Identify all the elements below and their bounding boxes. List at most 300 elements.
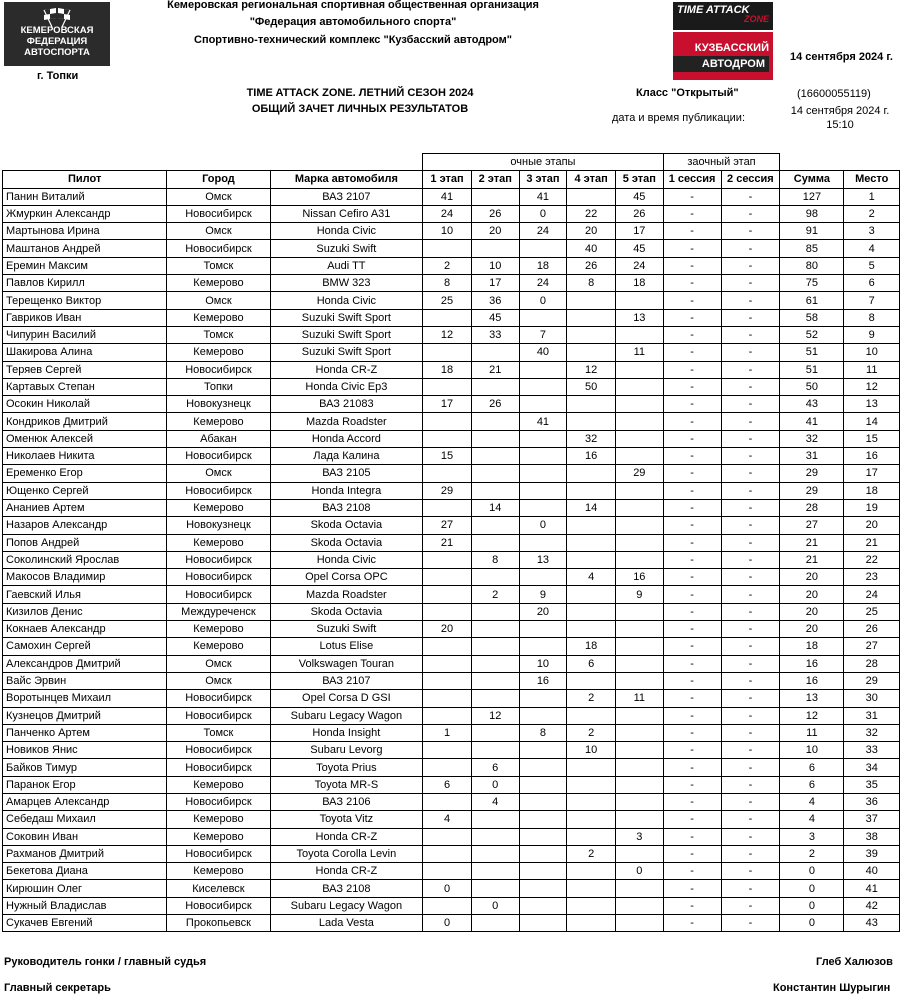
stage-1-cell (423, 655, 472, 672)
stage-1-cell (423, 240, 472, 257)
stage-3-cell: 40 (519, 344, 567, 361)
table-row (3, 828, 900, 845)
sum-cell: 98 (780, 205, 844, 222)
chief-judge-role: Руководитель гонки / главный судья (4, 956, 207, 968)
stage-4-cell (567, 880, 616, 897)
sum-cell: 16 (780, 672, 844, 689)
sum-cell: 51 (780, 344, 844, 361)
stage-5-cell: 11 (615, 690, 663, 707)
table-row (3, 551, 900, 568)
stage-2-cell: 0 (471, 776, 519, 793)
stage-3-cell (519, 534, 567, 551)
header-car: Марка автомобиля (270, 171, 423, 188)
car-cell: Honda Civic Ep3 (270, 378, 423, 395)
sum-cell: 20 (780, 586, 844, 603)
city-cell: Топки (167, 378, 270, 395)
session-1-cell: - (663, 205, 721, 222)
table-row (3, 742, 900, 759)
stage-1-cell: 29 (423, 482, 472, 499)
car-cell: ВАЗ 2108 (270, 880, 423, 897)
session-2-cell: - (721, 396, 780, 413)
table-row (3, 776, 900, 793)
stage-4-cell: 18 (567, 638, 616, 655)
car-cell: Лада Калина (270, 448, 423, 465)
car-cell: Honda Civic (270, 292, 423, 309)
city-cell: Кемерово (167, 863, 270, 880)
stage-5-cell (615, 897, 663, 914)
session-1-cell: - (663, 344, 721, 361)
sum-cell: 20 (780, 603, 844, 620)
stage-3-cell (519, 482, 567, 499)
city-cell: Томск (167, 257, 270, 274)
stage-5-cell (615, 759, 663, 776)
stage-2-cell (471, 621, 519, 638)
stage-5-cell (615, 396, 663, 413)
stage-3-cell: 0 (519, 517, 567, 534)
car-cell: Volkswagen Touran (270, 655, 423, 672)
car-cell: Subaru Legacy Wagon (270, 897, 423, 914)
chief-judge-name: Глеб Халюзов (816, 956, 893, 968)
place-cell: 23 (844, 569, 900, 586)
table-row (3, 707, 900, 724)
car-cell: Opel Corsa OPC (270, 569, 423, 586)
pilot-cell: Павлов Кирилл (3, 275, 167, 292)
stage-3-cell: 10 (519, 655, 567, 672)
header-stage-1: 1 этап (423, 171, 472, 188)
session-2-cell: - (721, 344, 780, 361)
session-1-cell: - (663, 897, 721, 914)
logo-text-line2: ФЕДЕРАЦИЯ АВТОСПОРТА (24, 36, 90, 58)
stage-2-cell (471, 828, 519, 845)
table-row (3, 517, 900, 534)
stage-5-cell: 24 (615, 257, 663, 274)
city-cell: Омск (167, 672, 270, 689)
session-2-cell: - (721, 915, 780, 932)
sum-cell: 50 (780, 378, 844, 395)
stage-5-cell: 9 (615, 586, 663, 603)
table-row (3, 205, 900, 222)
stage-3-cell (519, 378, 567, 395)
pilot-cell: Нужный Владислав (3, 897, 167, 914)
stage-4-cell (567, 482, 616, 499)
stage-2-cell: 10 (471, 257, 519, 274)
sum-cell: 11 (780, 724, 844, 741)
table-row (3, 621, 900, 638)
stage-4-cell (567, 759, 616, 776)
stage-3-cell: 41 (519, 188, 567, 205)
pilot-cell: Панченко Артем (3, 724, 167, 741)
stage-3-cell (519, 897, 567, 914)
pilot-cell: Соколинский Ярослав (3, 551, 167, 568)
stage-5-cell (615, 880, 663, 897)
table-row (3, 638, 900, 655)
pilot-cell: Еремин Максим (3, 257, 167, 274)
stage-1-cell: 12 (423, 326, 472, 343)
stage-1-cell (423, 845, 472, 862)
pilot-cell: Ющенко Сергей (3, 482, 167, 499)
stage-3-cell (519, 499, 567, 516)
session-1-cell: - (663, 603, 721, 620)
stage-1-cell: 18 (423, 361, 472, 378)
pilot-cell: Себедаш Михаил (3, 811, 167, 828)
session-2-cell: - (721, 621, 780, 638)
car-cell: Toyota Vitz (270, 811, 423, 828)
place-cell: 32 (844, 724, 900, 741)
pilot-cell: Рахманов Дмитрий (3, 845, 167, 862)
stage-1-cell (423, 897, 472, 914)
session-2-cell: - (721, 690, 780, 707)
sum-cell: 12 (780, 707, 844, 724)
table-row (3, 603, 900, 620)
checkered-flag-icon (42, 6, 72, 28)
session-1-cell: - (663, 361, 721, 378)
session-2-cell: - (721, 534, 780, 551)
session-1-cell: - (663, 517, 721, 534)
session-2-cell: - (721, 275, 780, 292)
publication-label: дата и время публикации: (612, 112, 746, 124)
place-cell: 15 (844, 430, 900, 447)
stage-2-cell: 33 (471, 326, 519, 343)
sum-cell: 20 (780, 569, 844, 586)
city-cell: Новосибирск (167, 240, 270, 257)
table-row (3, 309, 900, 326)
pilot-cell: Сукачев Евгений (3, 915, 167, 932)
sum-cell: 127 (780, 188, 844, 205)
session-2-cell: - (721, 326, 780, 343)
stage-4-cell (567, 326, 616, 343)
city-cell: Новосибирск (167, 205, 270, 222)
stage-2-cell: 0 (471, 897, 519, 914)
session-1-cell: - (663, 793, 721, 810)
stage-1-cell (423, 378, 472, 395)
place-cell: 11 (844, 361, 900, 378)
pilot-cell: Вайс Эрвин (3, 672, 167, 689)
publication-datetime (780, 104, 900, 132)
stage-4-cell (567, 309, 616, 326)
stage-5-cell (615, 448, 663, 465)
session-2-cell: - (721, 499, 780, 516)
stage-5-cell (615, 845, 663, 862)
stage-4-cell (567, 344, 616, 361)
place-cell: 3 (844, 223, 900, 240)
group-zaochny-etap: заочный этап (663, 154, 780, 171)
pilot-cell: Картавых Степан (3, 378, 167, 395)
table-row (3, 396, 900, 413)
stage-3-cell: 41 (519, 413, 567, 430)
car-cell: Suzuki Swift (270, 621, 423, 638)
session-1-cell: - (663, 257, 721, 274)
session-2-cell: - (721, 551, 780, 568)
stage-5-cell (615, 672, 663, 689)
car-cell: Audi TT (270, 257, 423, 274)
session-2-cell: - (721, 292, 780, 309)
city-label: г. Топки (37, 70, 79, 82)
stage-3-cell: 24 (519, 275, 567, 292)
stage-5-cell (615, 326, 663, 343)
pilot-cell: Чипурин Василий (3, 326, 167, 343)
sum-cell: 80 (780, 257, 844, 274)
secretary-role: Главный секретарь (4, 982, 111, 994)
sum-cell: 21 (780, 551, 844, 568)
place-cell: 8 (844, 309, 900, 326)
event-logo (673, 2, 773, 80)
stage-4-cell: 2 (567, 724, 616, 741)
table-row (3, 672, 900, 689)
session-1-cell: - (663, 396, 721, 413)
session-1-cell: - (663, 275, 721, 292)
stage-5-cell (615, 413, 663, 430)
session-1-cell: - (663, 413, 721, 430)
stage-1-cell: 25 (423, 292, 472, 309)
city-cell: Новосибирск (167, 793, 270, 810)
stage-2-cell (471, 638, 519, 655)
city-cell: Кемерово (167, 621, 270, 638)
stage-2-cell (471, 845, 519, 862)
sum-cell: 18 (780, 638, 844, 655)
stage-2-cell (471, 655, 519, 672)
sum-cell: 0 (780, 863, 844, 880)
car-cell: Lada Vesta (270, 915, 423, 932)
session-1-cell: - (663, 465, 721, 482)
session-1-cell: - (663, 672, 721, 689)
stage-1-cell: 6 (423, 776, 472, 793)
table-row (3, 811, 900, 828)
stage-3-cell (519, 430, 567, 447)
sum-cell: 2 (780, 845, 844, 862)
pilot-cell: Самохин Сергей (3, 638, 167, 655)
session-2-cell: - (721, 205, 780, 222)
stage-4-cell (567, 621, 616, 638)
stage-1-cell (423, 465, 472, 482)
city-cell: Омск (167, 223, 270, 240)
stage-4-cell (567, 586, 616, 603)
city-cell: Омск (167, 188, 270, 205)
stage-2-cell (471, 863, 519, 880)
stage-2-cell (471, 672, 519, 689)
stage-5-cell: 13 (615, 309, 663, 326)
car-cell: Toyota Corolla Levin (270, 845, 423, 862)
stage-4-cell (567, 828, 616, 845)
session-2-cell: - (721, 517, 780, 534)
stage-1-cell: 10 (423, 223, 472, 240)
stage-4-cell (567, 707, 616, 724)
stage-5-cell (615, 551, 663, 568)
table-row (3, 413, 900, 430)
place-cell: 21 (844, 534, 900, 551)
place-cell: 18 (844, 482, 900, 499)
stage-1-cell: 41 (423, 188, 472, 205)
sum-cell: 32 (780, 430, 844, 447)
session-2-cell: - (721, 811, 780, 828)
stage-5-cell (615, 361, 663, 378)
sum-cell: 0 (780, 880, 844, 897)
session-1-cell: - (663, 499, 721, 516)
session-1-cell: - (663, 724, 721, 741)
stage-2-cell: 12 (471, 707, 519, 724)
session-2-cell: - (721, 309, 780, 326)
pilot-cell: Шакирова Алина (3, 344, 167, 361)
session-1-cell: - (663, 811, 721, 828)
city-cell: Новосибирск (167, 586, 270, 603)
stage-4-cell: 2 (567, 845, 616, 862)
table-row (3, 880, 900, 897)
table-row (3, 759, 900, 776)
session-1-cell: - (663, 863, 721, 880)
stage-2-cell: 26 (471, 396, 519, 413)
stage-2-cell: 26 (471, 205, 519, 222)
session-1-cell: - (663, 690, 721, 707)
sum-cell: 0 (780, 915, 844, 932)
header-place: Место (844, 171, 900, 188)
pilot-cell: Еременко Егор (3, 465, 167, 482)
sum-cell: 6 (780, 759, 844, 776)
stage-4-cell: 50 (567, 378, 616, 395)
place-cell: 34 (844, 759, 900, 776)
place-cell: 14 (844, 413, 900, 430)
place-cell: 28 (844, 655, 900, 672)
stage-4-cell: 26 (567, 257, 616, 274)
table-row (3, 361, 900, 378)
stage-5-cell: 16 (615, 569, 663, 586)
stage-4-cell (567, 863, 616, 880)
stage-2-cell (471, 188, 519, 205)
sum-cell: 3 (780, 828, 844, 845)
session-2-cell: - (721, 759, 780, 776)
sum-cell: 21 (780, 534, 844, 551)
city-cell: Кемерово (167, 413, 270, 430)
header-session-1: 1 сессия (663, 171, 721, 188)
table-row (3, 275, 900, 292)
stage-1-cell: 20 (423, 621, 472, 638)
stage-3-cell: 9 (519, 586, 567, 603)
header-stage-2: 2 этап (471, 171, 519, 188)
session-1-cell: - (663, 188, 721, 205)
city-cell: Новосибирск (167, 448, 270, 465)
pilot-cell: Амарцев Александр (3, 793, 167, 810)
stage-3-cell: 24 (519, 223, 567, 240)
session-1-cell: - (663, 378, 721, 395)
header-session-2: 2 сессия (721, 171, 780, 188)
pilot-cell: Маштанов Андрей (3, 240, 167, 257)
session-1-cell: - (663, 309, 721, 326)
session-1-cell: - (663, 240, 721, 257)
session-2-cell: - (721, 188, 780, 205)
pilot-cell: Соковин Иван (3, 828, 167, 845)
pilot-cell: Кирюшин Олег (3, 880, 167, 897)
pilot-cell: Ананиев Артем (3, 499, 167, 516)
stage-1-cell (423, 551, 472, 568)
stage-3-cell: 0 (519, 205, 567, 222)
stage-5-cell (615, 499, 663, 516)
sum-cell: 51 (780, 361, 844, 378)
stage-2-cell (471, 742, 519, 759)
table-row (3, 655, 900, 672)
sum-cell: 13 (780, 690, 844, 707)
stage-4-cell: 14 (567, 499, 616, 516)
pilot-cell: Мартынова Ирина (3, 223, 167, 240)
stage-1-cell (423, 344, 472, 361)
city-cell: Прокопьевск (167, 915, 270, 932)
city-cell: Кемерово (167, 499, 270, 516)
stage-3-cell (519, 845, 567, 862)
header-pilot: Пилот (3, 171, 167, 188)
session-2-cell: - (721, 828, 780, 845)
city-cell: Кемерово (167, 309, 270, 326)
table-row (3, 292, 900, 309)
stage-5-cell (615, 378, 663, 395)
table-row (3, 793, 900, 810)
stage-4-cell (567, 551, 616, 568)
car-cell: Honda CR-Z (270, 828, 423, 845)
table-row (3, 897, 900, 914)
city-cell: Кемерово (167, 344, 270, 361)
stage-1-cell: 1 (423, 724, 472, 741)
kuzbass-autodrom-logo: КУЗБАССКИЙ АВТОДРОМ (673, 32, 773, 80)
stage-1-cell (423, 603, 472, 620)
stage-3-cell: 0 (519, 292, 567, 309)
stage-1-cell (423, 793, 472, 810)
stage-4-cell (567, 413, 616, 430)
stage-3-cell (519, 309, 567, 326)
car-cell: Skoda Octavia (270, 534, 423, 551)
session-1-cell: - (663, 223, 721, 240)
car-cell: Honda Civic (270, 223, 423, 240)
stage-1-cell (423, 430, 472, 447)
car-cell: Toyota Prius (270, 759, 423, 776)
city-cell: Кемерово (167, 776, 270, 793)
stage-5-cell: 45 (615, 240, 663, 257)
pilot-cell: Кузнецов Дмитрий (3, 707, 167, 724)
stage-1-cell (423, 309, 472, 326)
pilot-cell: Жмуркин Александр (3, 205, 167, 222)
time-attack-logo: TIME ATTACK ZONE (673, 2, 773, 30)
publication-date: 14 сентября 2024 г. (790, 105, 890, 117)
pilot-cell: Попов Андрей (3, 534, 167, 551)
stage-1-cell (423, 742, 472, 759)
session-2-cell: - (721, 638, 780, 655)
stage-3-cell (519, 638, 567, 655)
city-cell: Абакан (167, 430, 270, 447)
stage-1-cell: 21 (423, 534, 472, 551)
session-2-cell: - (721, 845, 780, 862)
results-table (2, 153, 900, 932)
session-1-cell: - (663, 828, 721, 845)
pilot-cell: Александров Дмитрий (3, 655, 167, 672)
place-cell: 40 (844, 863, 900, 880)
car-cell: Skoda Octavia (270, 517, 423, 534)
stage-3-cell: 16 (519, 672, 567, 689)
table-row (3, 344, 900, 361)
car-cell: Subaru Legacy Wagon (270, 707, 423, 724)
stage-4-cell: 2 (567, 690, 616, 707)
stage-3-cell (519, 569, 567, 586)
sum-cell: 31 (780, 448, 844, 465)
city-cell: Кемерово (167, 275, 270, 292)
pilot-cell: Паранок Егор (3, 776, 167, 793)
car-cell: Toyota MR-S (270, 776, 423, 793)
session-2-cell: - (721, 378, 780, 395)
car-cell: Honda CR-Z (270, 863, 423, 880)
table-row (3, 845, 900, 862)
org-name-line1: Кемеровская региональная спортивная общественная организация (167, 0, 539, 11)
city-cell: Омск (167, 465, 270, 482)
stage-4-cell: 12 (567, 361, 616, 378)
stage-2-cell: 2 (471, 586, 519, 603)
session-2-cell: - (721, 672, 780, 689)
stage-4-cell: 10 (567, 742, 616, 759)
city-cell: Новосибирск (167, 361, 270, 378)
stage-5-cell (615, 430, 663, 447)
